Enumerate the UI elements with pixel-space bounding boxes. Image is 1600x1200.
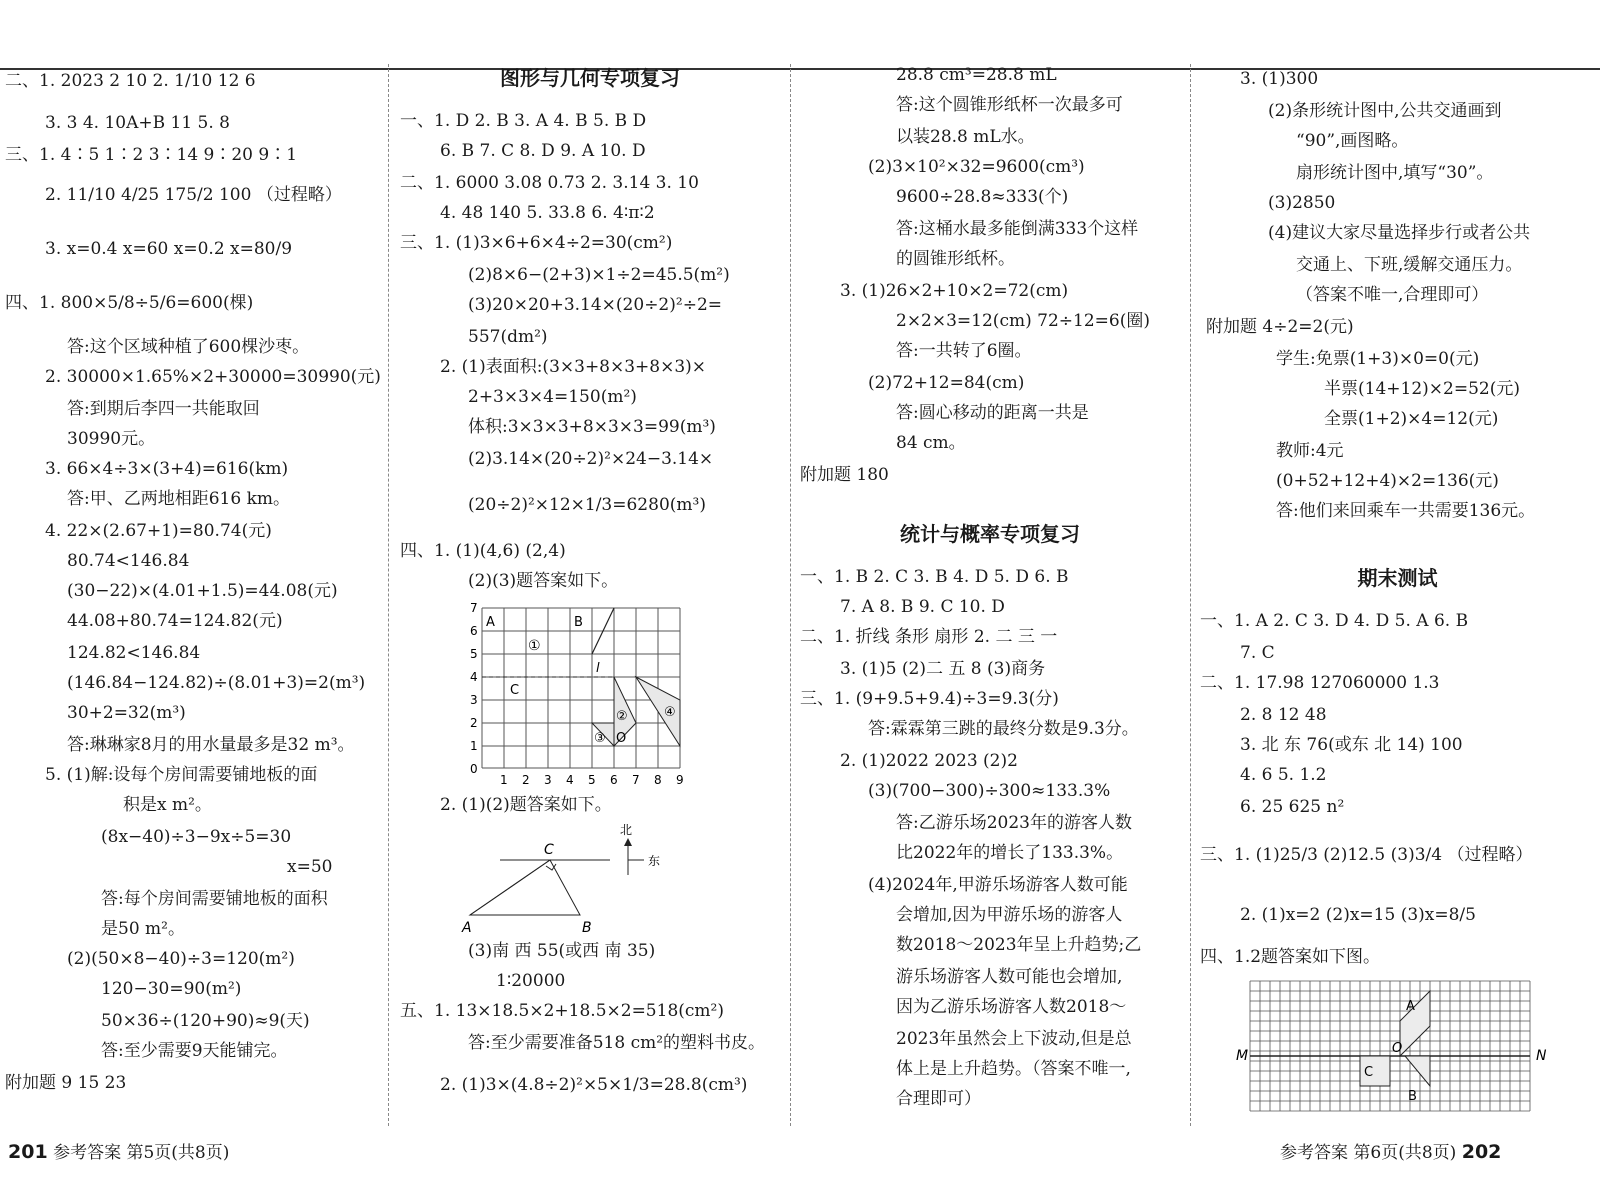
answer-line: 7. C bbox=[1240, 643, 1275, 663]
grid-label: ④ bbox=[664, 705, 676, 720]
answer-line: 9600÷28.8≈333(个) bbox=[896, 187, 1069, 207]
answer-line: (2)(3)题答案如下。 bbox=[468, 571, 619, 591]
answer-line: (4)建议大家尽量选择步行或者公共 bbox=[1268, 223, 1531, 243]
answer-line: 5. (1)解:设每个房间需要铺地板的面 bbox=[45, 765, 318, 785]
answer-line: (146.84−124.82)÷(8.01+3)=2(m³) bbox=[67, 673, 366, 693]
answer-line: 体上是上升趋势。（答案不唯一, bbox=[896, 1059, 1131, 1079]
grid-label: l bbox=[596, 661, 600, 676]
symmetry-grid-figure bbox=[1230, 976, 1560, 1116]
answer-line: (3)(700−300)÷300≈133.3% bbox=[868, 781, 1111, 801]
answer-line: (2)72+12=84(cm) bbox=[868, 373, 1025, 393]
answer-line: 7. A 8. B 9. C 10. D bbox=[840, 597, 1005, 617]
answer-line: 44.08+80.74=124.82(元) bbox=[67, 611, 283, 631]
axis-tick: 3 bbox=[470, 693, 478, 707]
answer-line: 的圆锥形纸杯。 bbox=[896, 249, 1015, 269]
answer-line: 四、1.2题答案如下图。 bbox=[1200, 947, 1381, 967]
answer-line: 积是x m²。 bbox=[123, 795, 212, 815]
answer-line: 数2018～2023年呈上升趋势;乙 bbox=[896, 935, 1142, 955]
answer-line: 4. 6 5. 1.2 bbox=[1240, 765, 1327, 785]
answer-line: 30990元。 bbox=[67, 429, 156, 449]
grid-label: M bbox=[1236, 1048, 1249, 1064]
answer-line: 1∶20000 bbox=[496, 971, 566, 991]
axis-tick: 1 bbox=[470, 739, 478, 753]
grid-label: B bbox=[574, 615, 583, 630]
answer-line: 84 cm。 bbox=[896, 433, 966, 453]
axis-tick: 5 bbox=[588, 773, 596, 787]
answer-line: （答案不唯一,合理即可） bbox=[1296, 285, 1489, 305]
axis-tick: 0 bbox=[470, 762, 478, 776]
answer-line: 二、1. 折线 条形 扇形 2. 二 三 一 bbox=[800, 627, 1058, 647]
answer-line: 会增加,因为甲游乐场的游客人 bbox=[896, 905, 1123, 925]
answer-line: 附加题 180 bbox=[800, 465, 889, 485]
answer-line: “90”,画图略。 bbox=[1296, 131, 1409, 151]
answer-line: 30+2=32(m³) bbox=[67, 703, 186, 723]
answer-line: 交通上、下班,缓解交通压力。 bbox=[1296, 255, 1523, 275]
answer-line: 答:至少需要准备518 cm²的塑料书皮。 bbox=[468, 1033, 766, 1053]
answer-line: 一、1. D 2. B 3. A 4. B 5. B D bbox=[400, 111, 647, 131]
answer-line: 答:到期后李四一共能取回 bbox=[67, 399, 260, 419]
answer-line: 3. x=0.4 x=60 x=0.2 x=80/9 bbox=[45, 239, 293, 259]
answer-line: 80.74<146.84 bbox=[67, 551, 190, 571]
answer-line: 3. (1)300 bbox=[1240, 69, 1319, 89]
column-divider bbox=[1190, 64, 1191, 1126]
answer-line: 二、1. 2023 2 10 2. 1/10 12 6 bbox=[5, 71, 256, 91]
vertex-label: A bbox=[462, 920, 472, 936]
answer-line: 答:甲、乙两地相距616 km。 bbox=[67, 489, 291, 509]
grid-label: A bbox=[486, 615, 495, 630]
answer-line: 4. 48 140 5. 33.8 6. 4∶π∶2 bbox=[440, 203, 655, 223]
answer-line: 3. (1)26×2+10×2=72(cm) bbox=[840, 281, 1069, 301]
answer-line: 学生:免票(1+3)×0=0(元) bbox=[1276, 349, 1480, 369]
answer-line: 三、1. (9+9.5+9.4)÷3=9.3(分) bbox=[800, 689, 1059, 709]
compass-triangle-figure bbox=[460, 820, 700, 940]
answer-line: 120−30=90(m²) bbox=[101, 979, 242, 999]
answer-line: 答:他们来回乘车一共需要136元。 bbox=[1276, 501, 1536, 521]
axis-tick: 7 bbox=[632, 773, 640, 787]
answer-line: 合理即可） bbox=[896, 1089, 981, 1109]
answer-line: 四、1. (1)(4,6) (2,4) bbox=[400, 541, 566, 561]
answer-line: 2+3×3×4=150(m²) bbox=[468, 387, 637, 407]
answer-line: 3. (1)5 (2)二 五 8 (3)商务 bbox=[840, 659, 1046, 679]
answer-line: 因为乙游乐场游客人数2018～ bbox=[896, 997, 1127, 1017]
vertex-label: B bbox=[582, 920, 592, 936]
answer-line: 三、1. (1)25/3 (2)12.5 (3)3/4 （过程略） bbox=[1200, 845, 1533, 865]
answer-line: 全票(1+2)×4=12(元) bbox=[1324, 409, 1499, 429]
answer-line: 比2022年的增长了133.3%。 bbox=[896, 843, 1124, 863]
answer-line: 一、1. A 2. C 3. D 4. D 5. A 6. B bbox=[1200, 611, 1469, 631]
column-3 bbox=[800, 60, 1180, 1120]
answer-line: 体积:3×3×3+8×3×3=99(m³) bbox=[468, 417, 716, 437]
answer-line: x=50 bbox=[287, 857, 333, 877]
grid-label: C bbox=[1364, 1065, 1374, 1080]
answer-line: (3)2850 bbox=[1268, 193, 1336, 213]
coordinate-grid-figure bbox=[460, 600, 760, 790]
answer-line: 答:每个房间需要铺地板的面积 bbox=[101, 889, 328, 909]
axis-tick: 7 bbox=[470, 601, 478, 615]
axis-tick: 2 bbox=[522, 773, 530, 787]
grid-label: N bbox=[1536, 1048, 1547, 1064]
answer-line: 2. 8 12 48 bbox=[1240, 705, 1327, 725]
axis-tick: 9 bbox=[676, 773, 684, 787]
answer-line: 124.82<146.84 bbox=[67, 643, 201, 663]
answer-line: 答:这个区域种植了600棵沙枣。 bbox=[67, 337, 310, 357]
grid-label: C bbox=[510, 683, 520, 698]
answer-line: 附加题 4÷2=2(元) bbox=[1206, 317, 1354, 337]
answer-line: 教师:4元 bbox=[1276, 441, 1344, 461]
axis-tick: 5 bbox=[470, 647, 478, 661]
section-title: 统计与概率专项复习 bbox=[900, 522, 1080, 546]
axis-tick: 3 bbox=[544, 773, 552, 787]
answer-line: 3. 66×4÷3×(3+4)=616(km) bbox=[45, 459, 289, 479]
column-2 bbox=[400, 60, 780, 1120]
answer-line: 3. 3 4. 10A+B 11 5. 8 bbox=[45, 113, 230, 133]
compass-east: 东 bbox=[648, 854, 661, 868]
section-title: 期末测试 bbox=[1357, 566, 1438, 590]
answer-line: 28.8 cm³=28.8 mL bbox=[896, 65, 1057, 85]
axis-tick: 6 bbox=[610, 773, 618, 787]
page-number: 201 bbox=[8, 1141, 48, 1163]
answer-line: 2. 30000×1.65%×2+30000=30990(元) bbox=[45, 367, 381, 387]
answer-line: (8x−40)÷3−9x÷5=30 bbox=[101, 827, 292, 847]
axis-tick: 4 bbox=[470, 670, 478, 684]
answer-line: 答:乙游乐场2023年的游客人数 bbox=[896, 813, 1132, 833]
grid-label: ③ bbox=[594, 731, 606, 746]
answer-line: (3)南 西 55(或西 南 35) bbox=[468, 941, 656, 961]
answer-line: (2)3.14×(20÷2)²×24−3.14× bbox=[468, 449, 714, 469]
answer-line: 2. (1)3×(4.8÷2)²×5×1/3=28.8(cm³) bbox=[440, 1075, 748, 1095]
axis-tick: 8 bbox=[654, 773, 662, 787]
answer-line: (2)(50×8−40)÷3=120(m²) bbox=[67, 949, 295, 969]
answer-line: 2. 11/10 4/25 175/2 100 （过程略） bbox=[45, 185, 342, 205]
grid-label: A bbox=[1406, 999, 1415, 1014]
answer-line: 557(dm²) bbox=[468, 327, 548, 347]
section-title: 图形与几何专项复习 bbox=[500, 66, 680, 90]
answer-line: 50×36÷(120+90)≈9(天) bbox=[101, 1011, 310, 1031]
answer-line: (0+52+12+4)×2=136(元) bbox=[1276, 471, 1499, 491]
footer-right bbox=[1280, 1138, 1501, 1163]
answer-line: 答:这个圆锥形纸杯一次最多可 bbox=[896, 95, 1123, 115]
answer-line: 半票(14+12)×2=52(元) bbox=[1324, 379, 1520, 399]
vertex-label: C bbox=[544, 842, 554, 858]
answer-line: (3)20×20+3.14×(20÷2)²÷2= bbox=[468, 295, 723, 315]
answer-line: 答:这桶水最多能倒满333个这样 bbox=[896, 219, 1139, 239]
compass-north: 北 bbox=[620, 823, 633, 837]
answer-line: 3. 北 东 76(或东 北 14) 100 bbox=[1240, 735, 1463, 755]
answer-line: 答:霖霖第三跳的最终分数是9.3分。 bbox=[868, 719, 1139, 739]
answer-line: 4. 22×(2.67+1)=80.74(元) bbox=[45, 521, 272, 541]
footer-text: 参考答案 第6页(共8页) bbox=[1280, 1143, 1457, 1163]
page-number: 202 bbox=[1461, 1141, 1502, 1163]
axis-tick: 4 bbox=[566, 773, 574, 787]
answer-line: 答:琳琳家8月的用水量最多是32 m³。 bbox=[67, 735, 355, 755]
answer-line: 答:至少需要9天能铺完。 bbox=[101, 1041, 288, 1061]
grid-label: O bbox=[616, 731, 627, 746]
answer-line: 6. 25 625 n² bbox=[1240, 797, 1345, 817]
answer-line: (30−22)×(4.01+1.5)=44.08(元) bbox=[67, 581, 338, 601]
answer-line: 四、1. 800×5/8÷5/6=600(棵) bbox=[5, 293, 254, 313]
column-divider bbox=[790, 64, 791, 1126]
grid-label: ① bbox=[528, 638, 541, 654]
answer-line: 三、1. (1)3×6+6×4÷2=30(cm²) bbox=[400, 233, 673, 253]
answer-line: 2×2×3=12(cm) 72÷12=6(圈) bbox=[896, 311, 1150, 331]
footer-text: 参考答案 第5页(共8页) bbox=[53, 1143, 230, 1163]
answer-line: 游乐场游客人数可能也会增加, bbox=[896, 967, 1123, 987]
answer-line: 2. (1)(2)题答案如下。 bbox=[440, 795, 612, 815]
axis-tick: 6 bbox=[470, 624, 478, 638]
grid-label: B bbox=[1408, 1089, 1417, 1104]
answer-line: 2023年虽然会上下波动,但是总 bbox=[896, 1029, 1132, 1049]
answer-line: 2. (1)x=2 (2)x=15 (3)x=8/5 bbox=[1240, 905, 1476, 925]
answer-line: (4)2024年,甲游乐场游客人数可能 bbox=[868, 875, 1128, 895]
column-divider bbox=[388, 64, 389, 1126]
axis-tick: 1 bbox=[500, 773, 508, 787]
answer-line: 附加题 9 15 23 bbox=[5, 1073, 127, 1093]
answer-line: 二、1. 6000 3.08 0.73 2. 3.14 3. 10 bbox=[400, 173, 699, 193]
answer-line: 五、1. 13×18.5×2+18.5×2=518(cm²) bbox=[400, 1001, 724, 1021]
answer-line: 6. B 7. C 8. D 9. A 10. D bbox=[440, 141, 646, 161]
footer-left bbox=[8, 1138, 229, 1163]
answer-line: 2. (1)2022 2023 (2)2 bbox=[840, 751, 1018, 771]
answer-line: 三、1. 4∶5 1∶2 3∶14 9∶20 9∶1 bbox=[5, 145, 298, 165]
answer-line: (2)条形统计图中,公共交通画到 bbox=[1268, 101, 1502, 121]
answer-line: 二、1. 17.98 127060000 1.3 bbox=[1200, 673, 1440, 693]
answer-line: (2)3×10²×32=9600(cm³) bbox=[868, 157, 1085, 177]
answer-line: (2)8×6−(2+3)×1÷2=45.5(m²) bbox=[468, 265, 730, 285]
grid-label: ② bbox=[616, 709, 628, 724]
grid-label: O bbox=[1392, 1041, 1403, 1056]
axis-tick: 2 bbox=[470, 716, 478, 730]
answer-line: 答:一共转了6圈。 bbox=[896, 341, 1032, 361]
answer-line: 2. (1)表面积:(3×3+8×3+8×3)× bbox=[440, 357, 707, 377]
answer-line: 扇形统计图中,填写“30”。 bbox=[1296, 163, 1494, 183]
answer-line: 一、1. B 2. C 3. B 4. D 5. D 6. B bbox=[800, 567, 1069, 587]
answer-line: (20÷2)²×12×1/3=6280(m³) bbox=[468, 495, 706, 515]
column-1 bbox=[5, 60, 380, 1120]
column-4 bbox=[1200, 60, 1595, 1120]
answer-line: 以装28.8 mL水。 bbox=[896, 127, 1035, 147]
answer-line: 答:圆心移动的距离一共是 bbox=[896, 403, 1089, 423]
answer-line: 是50 m²。 bbox=[101, 919, 185, 939]
